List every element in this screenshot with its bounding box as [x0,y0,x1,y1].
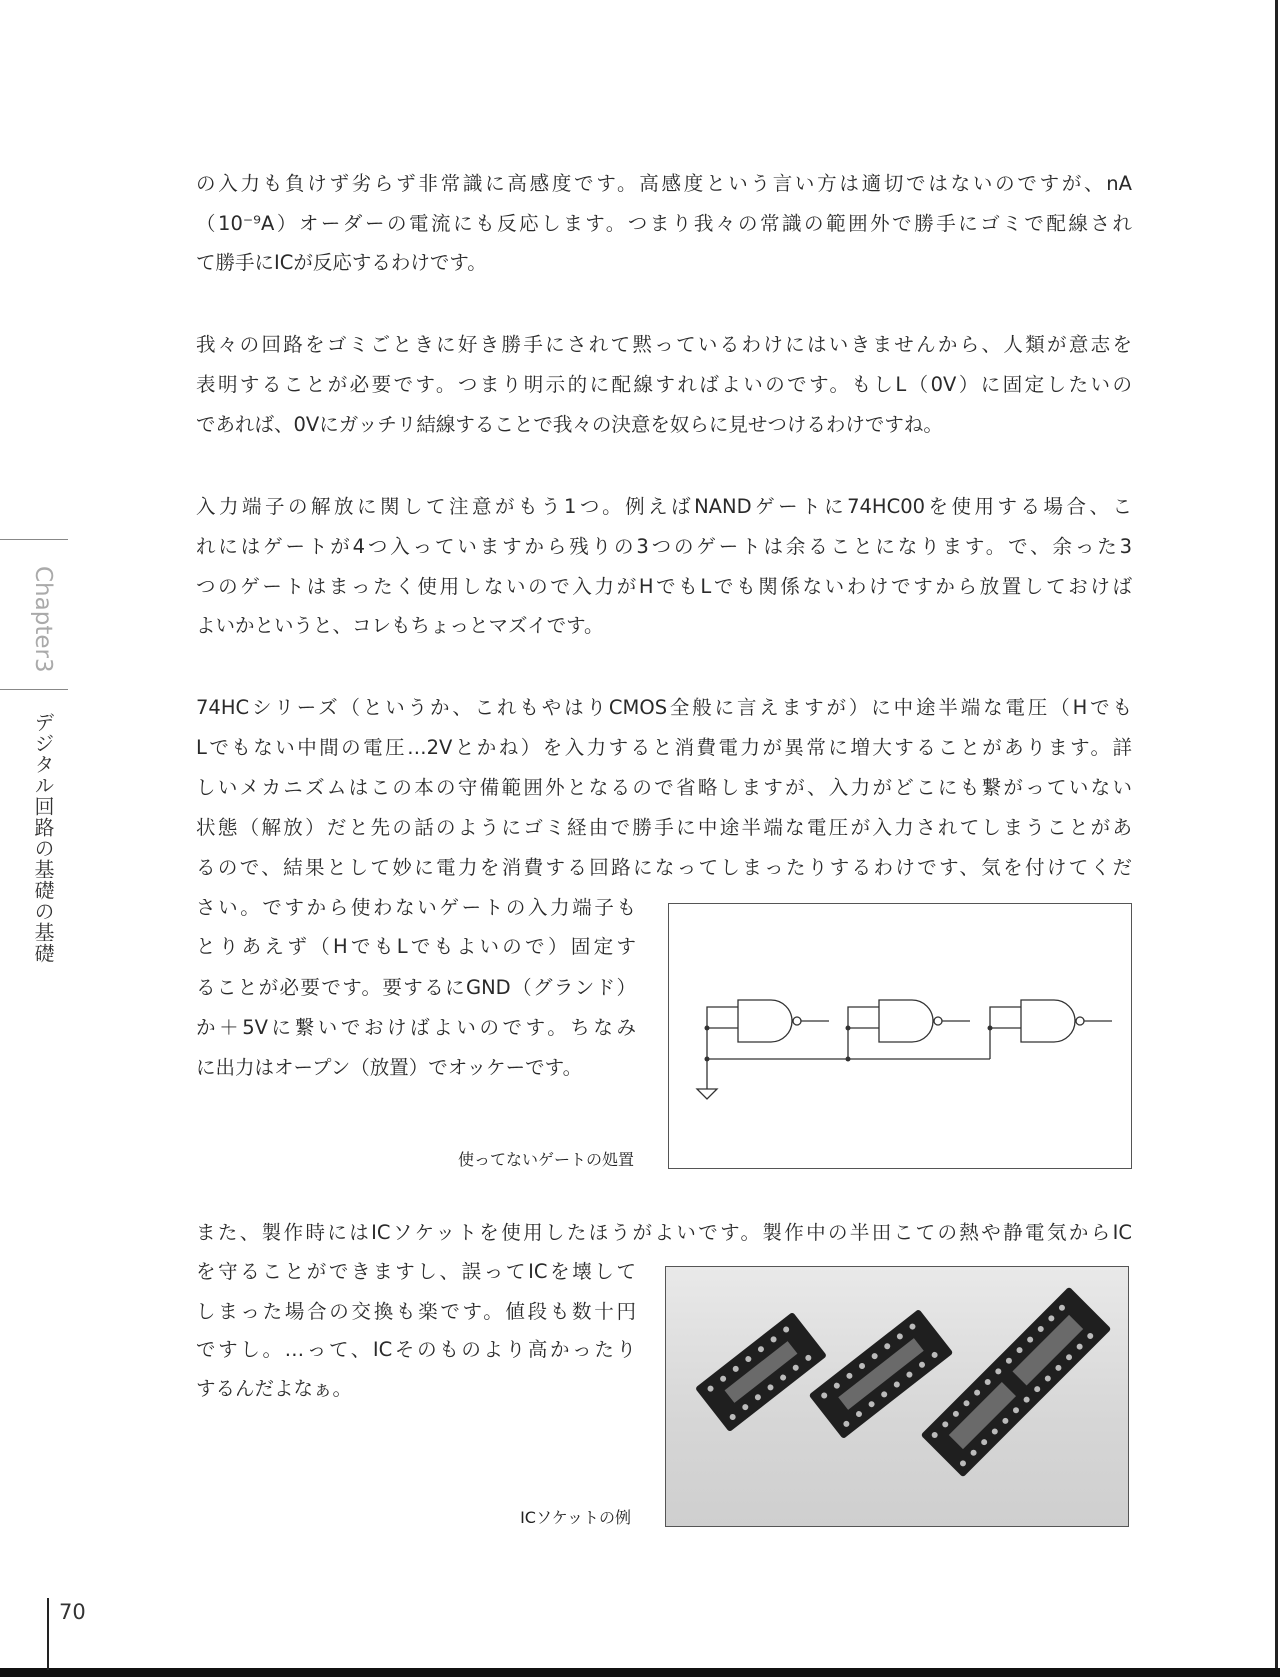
socket-caption: ICソケットの例 [520,1508,631,1527]
text-line: て勝手にICが反応するわけです。 [196,251,487,274]
text-line: つのゲートはまったく使用しないので入力がHでもLでも関係ないわけですから放置しておけば [196,575,1132,598]
text-line: であれば、0Vにガッチリ結線することで我々の決意を奴らに見せつけるわけですね。 [196,413,943,436]
text-line: ですし。…って、ICそのものより高かったり [196,1338,636,1361]
text-line: 74HCシリーズ（というか、これもやはりCMOS全般に言えますが）に中途半端な電圧（Hでも [196,696,1132,719]
page-edge [1275,0,1278,1668]
nand-gate [707,1000,829,1042]
sidebar-divider [0,689,68,690]
nand-gate [990,1000,1112,1042]
text-line: しまった場合の交換も楽です。値段も数十円 [196,1300,636,1323]
ic-socket-28pin [921,1287,1112,1478]
text-line: か＋5Vに繋いでおけばよいのです。ちなみ [196,1016,636,1039]
sidebar-divider [0,539,68,540]
text-line: の入力も負けず劣らず非常識に高感度です。高感度という言い方は適切ではないのですが、nA [196,172,1132,195]
text-line: れにはゲートが4つ入っていますから残りの3つのゲートは余ることになります。で、余った3 [196,535,1132,558]
text-line: 入力端子の解放に関して注意がもう1つ。例えばNANDゲートに74HC00を使用する場合、こ [196,495,1132,518]
ground-icon [697,1089,717,1099]
text-line: とりあえず（HでもLでもよいので）固定す [196,935,636,958]
ic-socket-14pin [695,1312,827,1432]
text-line: （10⁻⁹A）オーダーの電流にも反応します。つまり我々の常識の範囲外で勝手にゴミで配線され [196,212,1132,235]
text-line: に出力はオープン（放置）でオッケーです。 [196,1056,583,1079]
circuit-figure [668,903,1132,1169]
text-line: Lでもない中間の電圧…2Vとかね）を入力すると消費電力が異常に増大することがあります。詳 [196,736,1132,759]
text-line: 状態（解放）だと先の話のようにゴミ経由で勝手に中途半端な電圧が入力されてしまうことがあ [196,816,1132,839]
ic-socket-photo [665,1266,1129,1527]
section-title: デジタル回路の基礎の基礎 [31,712,55,964]
text-line: しいメカニズムはこの本の守備範囲外となるので省略しますが、入力がどこにも繋がっていない [196,776,1132,799]
text-line: するんだよなぁ。 [196,1377,353,1400]
text-line: ることが必要です。要するにGND（グランド） [196,976,636,999]
text-line: を守ることができますし、誤ってICを壊して [196,1260,636,1283]
ic-sockets-image [666,1267,1128,1526]
ic-socket-16pin [809,1309,954,1439]
text-line: るので、結果として妙に電力を消費する回路になってしまったりするわけです、気を付けてくだ [196,856,1132,879]
text-line: よいかというと、コレもちょっとマズイです。 [196,614,604,637]
text-line: 表明することが必要です。つまり明示的に配線すればよいのです。もしL（0V）に固定したいの [196,373,1132,396]
page-number-rule [47,1598,49,1670]
text-line: 我々の回路をゴミごときに好き勝手にされて黙っているわけにはいきませんから、人類が意志を [196,333,1132,356]
nand-gate-circuit [669,904,1131,1168]
circuit-caption: 使ってないゲートの処置 [457,1150,634,1169]
text-line: さい。ですから使わないゲートの入力端子も [196,896,636,919]
page-number: 70 [59,1600,86,1624]
page-edge-bottom [0,1668,1280,1677]
chapter-label: Chapter3 [30,566,56,673]
text-line: また、製作時にはICソケットを使用したほうがよいです。製作中の半田こての熱や静電気からIC [196,1221,1132,1244]
nand-gate [848,1000,970,1042]
